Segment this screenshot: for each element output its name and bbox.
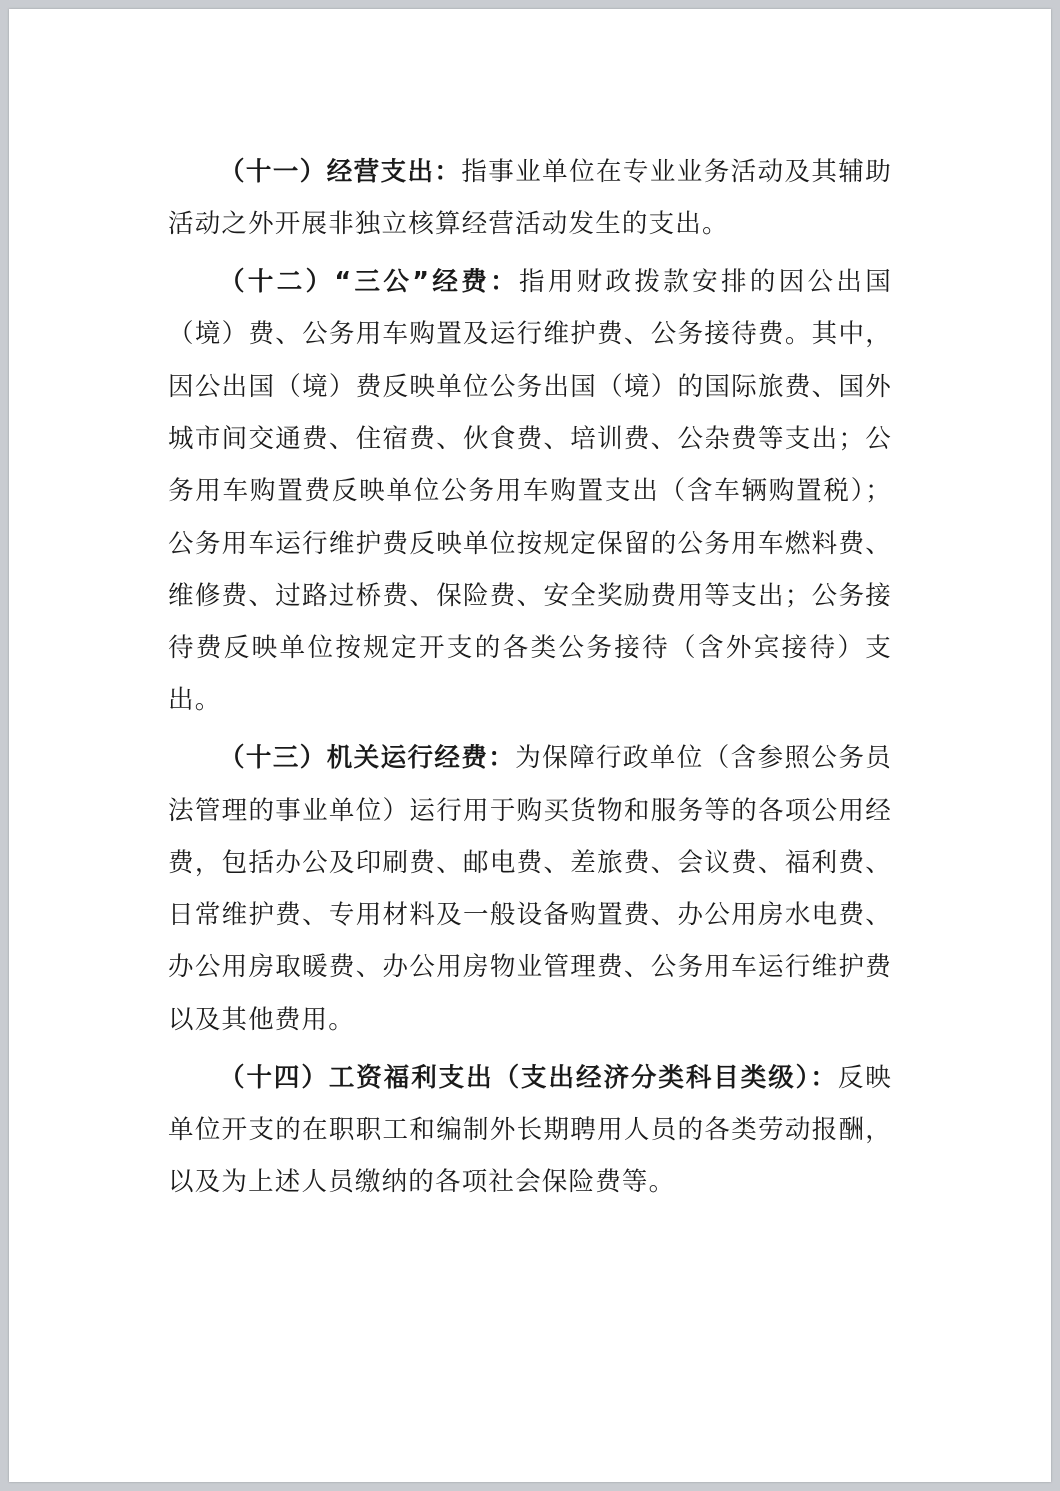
paragraph-wage-welfare-expenditure: [168, 1052, 892, 1209]
paragraph-heading: （十三）机关运行经费：: [219, 743, 516, 774]
document-page: [9, 9, 1051, 1482]
paragraph-agency-operating-expenses: [168, 732, 892, 1046]
document-body: [168, 146, 892, 1214]
paragraph-text: 反映单位开支的在职职工和编制外长期聘用人员的各类劳动报酬，以及为上述人员缴纳的各项社会保险费等。: [168, 1062, 892, 1198]
paragraph-text: 指用财政拨款安排的因公出国（境）费、公务用车购置及运行维护费、公务接待费。其中，因公出国（境）费反映单位公务出国（境）的国际旅费、国外城市间交通费、住宿费、伙食费、培训费、公杂费等支出；公务用车购置费反映单位公务用车购置支出（含车辆购置税）；公务用车运行维护费反映单位按规定保留的公务用车燃料费、维修费、过路过桥费、保险费、安全奖励费用等支出；公务接待费反映单位按规定开支的各类公务接待（含外宾接待）支出。: [168, 267, 892, 716]
paragraph-three-public-expenses: [168, 256, 892, 727]
paragraph-text: 为保障行政单位（含参照公务员法管理的事业单位）运行用于购买货物和服务等的各项公用经费，包括办公及印刷费、邮电费、差旅费、会议费、福利费、日常维护费、专用材料及一般设备购置费、办公用房水电费、办公用房取暖费、办公用房物业管理费、公务用车运行维护费以及其他费用。: [168, 743, 892, 1035]
paragraph-heading: （十四）工资福利支出（支出经济分类科目类级）：: [219, 1062, 838, 1093]
paragraph-text: 指事业单位在专业业务活动及其辅助活动之外开展非独立核算经营活动发生的支出。: [168, 157, 892, 240]
paragraph-heading: （十二）“三公”经费：: [219, 267, 519, 298]
paragraph-business-expenditure: [168, 146, 892, 251]
paragraph-heading: （十一）经营支出：: [219, 157, 462, 187]
